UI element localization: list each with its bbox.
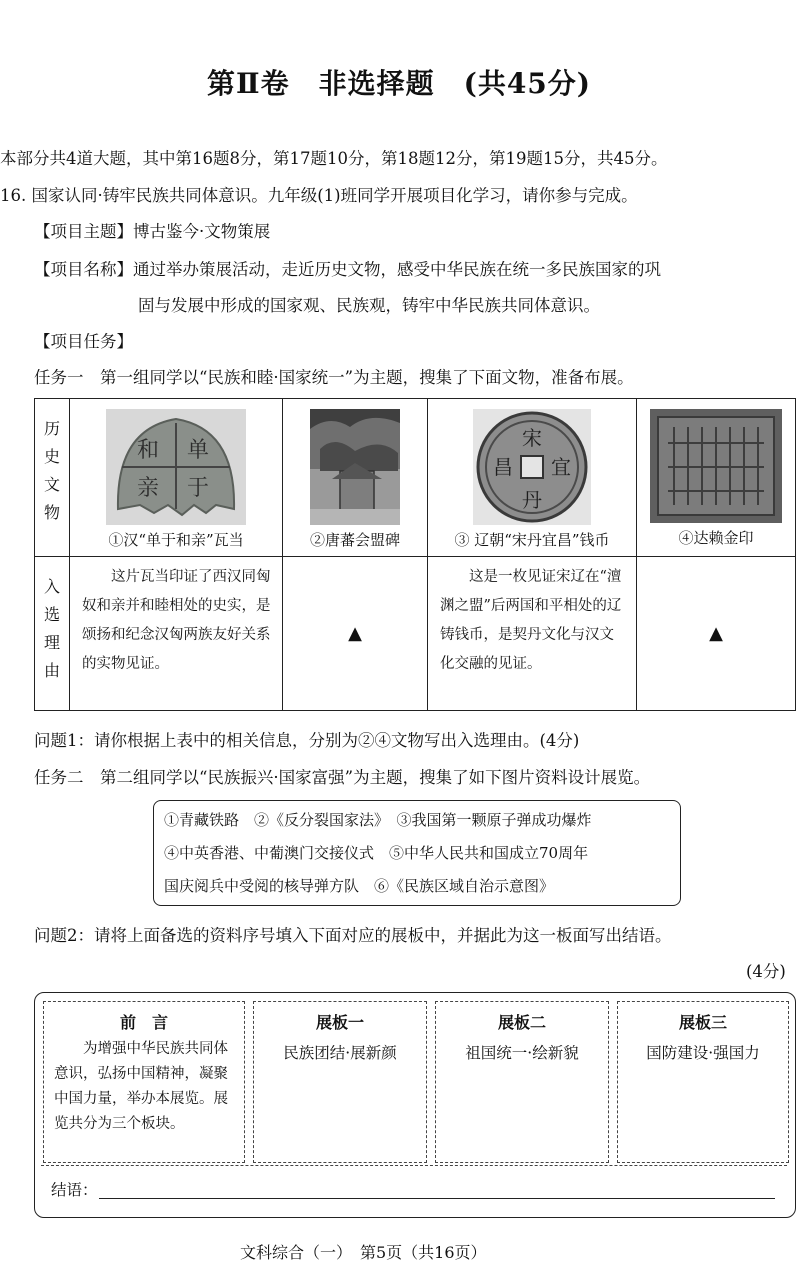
tile-char: 亲 <box>136 476 160 501</box>
wadang-tile-image <box>106 409 246 525</box>
coin-image <box>473 409 591 525</box>
row-header-char: 理 <box>43 633 60 652</box>
tile-char: 于 <box>186 476 210 501</box>
row-header-char: 由 <box>43 661 60 680</box>
reason-cell-3 <box>428 557 637 711</box>
question-2-score: (4分) <box>746 962 786 981</box>
project-theme: 【项目主题】博古鉴今·文物策展 <box>34 222 271 241</box>
page-footer: 文科综合（一） 第5页（共16页） <box>240 1243 487 1262</box>
materials-line2: ④中英香港、中葡澳门交接仪式 ⑤中华人民共和国成立70周年 <box>164 844 589 862</box>
tile-char: 单 <box>186 438 210 463</box>
preface-title: 前 言 <box>119 1013 168 1032</box>
task1-text: 任务一 第一组同学以“民族和睦·国家统一”为主题，搜集了下面文物，准备布展。 <box>34 368 634 387</box>
coin-char: 宜 <box>551 455 571 479</box>
relic-caption: ③ 辽朝“宋丹宜昌”钱币 <box>454 531 610 549</box>
reason-text: 这是一枚见证宋辽在“澶渊之盟”后两国和平相处的辽铸钱币，是契丹文化与汉文化交融的见证。 <box>440 569 622 672</box>
relic-cell-3 <box>428 399 637 557</box>
row-header-char: 史 <box>43 447 60 466</box>
board2-panel[interactable] <box>435 1001 609 1163</box>
row-header-char: 选 <box>43 605 60 624</box>
reason-text: 这片瓦当印证了西汉同匈奴和亲并和睦相处的史实，是颂扬和纪念汉匈两族友好关系的实物见证。 <box>82 569 271 672</box>
blank-marker: ▲ <box>709 623 723 644</box>
board1-title: 展板一 <box>315 1013 364 1032</box>
relic-cell-1 <box>70 399 283 557</box>
gold-seal-image <box>650 409 782 523</box>
reason-cell-2-blank[interactable] <box>283 557 428 711</box>
section-title: 第Ⅱ卷 非选择题 (共45分) <box>206 67 592 100</box>
preface-panel <box>43 1001 245 1163</box>
relic-table <box>34 398 796 711</box>
board1-panel[interactable] <box>253 1001 427 1163</box>
relic-cell-2 <box>283 399 428 557</box>
q16-stem: 16. 国家认同·铸牢民族共同体意识。九年级(1)班同学开展项目化学习，请你参与完成。 <box>0 186 638 205</box>
project-tasks-header: 【项目任务】 <box>34 332 133 351</box>
relic-cell-4 <box>637 399 796 557</box>
reason-cell-4-blank[interactable] <box>637 557 796 711</box>
board2-title: 展板二 <box>497 1013 546 1032</box>
task2-text: 任务二 第二组同学以“民族振兴·国家富强”为主题，搜集了如下图片资料设计展览。 <box>34 768 651 787</box>
board3-subtitle: 国防建设·强国力 <box>646 1044 760 1062</box>
blank-marker: ▲ <box>348 623 362 644</box>
board3-panel[interactable] <box>617 1001 789 1163</box>
row-header-char: 文 <box>43 475 60 494</box>
preface-text <box>44 1033 244 1137</box>
project-name-line1: 【项目名称】通过举办策展活动，走近历史文物，感受中华民族在统一多民族国家的巩 <box>34 260 661 279</box>
question-2: 问题2：请将上面备选的资料序号填入下面对应的展板中，并据此为这一板面写出结语。 <box>34 926 672 945</box>
coin-char: 昌 <box>493 455 513 479</box>
relic-caption: ②唐蕃会盟碑 <box>309 531 400 549</box>
question-1: 问题1：请你根据上表中的相关信息，分别为②④文物写出入选理由。(4分) <box>34 731 580 750</box>
row-header-reasons <box>35 557 70 711</box>
row-header-char: 入 <box>43 577 60 596</box>
conclusion-answer-line[interactable] <box>99 1198 775 1199</box>
tile-char: 和 <box>136 438 160 463</box>
stele-photo <box>310 409 400 525</box>
board3-title: 展板三 <box>678 1013 727 1032</box>
row-header-char: 历 <box>43 419 60 438</box>
coin-char: 丹 <box>522 488 542 512</box>
row-header-relics <box>35 399 70 557</box>
materials-box <box>153 800 681 906</box>
preface-body: 为增强中华民族共同体意识，弘扬中国精神，凝聚中国力量，举办本展览。展览共分为三个板块。 <box>54 1041 228 1132</box>
conclusion-label: 结语： <box>51 1181 98 1199</box>
project-name-line2: 固与发展中形成的国家观、民族观，铸牢中华民族共同体意识。 <box>138 296 600 315</box>
relic-caption: ①汉“单于和亲”瓦当 <box>108 531 244 549</box>
materials-line3: 国庆阅兵中受阅的核导弹方队 ⑥《民族区域自治示意图》 <box>164 877 555 895</box>
conclusion-row[interactable] <box>41 1165 787 1210</box>
section-intro: 本部分共4道大题，其中第16题8分，第17题10分，第18题12分，第19题15分，共45分。 <box>0 149 668 168</box>
board1-subtitle: 民族团结·展新颜 <box>283 1044 397 1062</box>
row-header-char: 物 <box>43 503 60 522</box>
materials-line1: ①青藏铁路 ②《反分裂国家法》 ③我国第一颗原子弹成功爆炸 <box>164 811 592 829</box>
relic-caption: ④达赖金印 <box>678 529 754 547</box>
board2-subtitle: 祖国统一·绘新貌 <box>465 1044 579 1062</box>
exhibition-panels <box>34 992 796 1218</box>
coin-char: 宋 <box>522 426 542 450</box>
reason-cell-1 <box>70 557 283 711</box>
